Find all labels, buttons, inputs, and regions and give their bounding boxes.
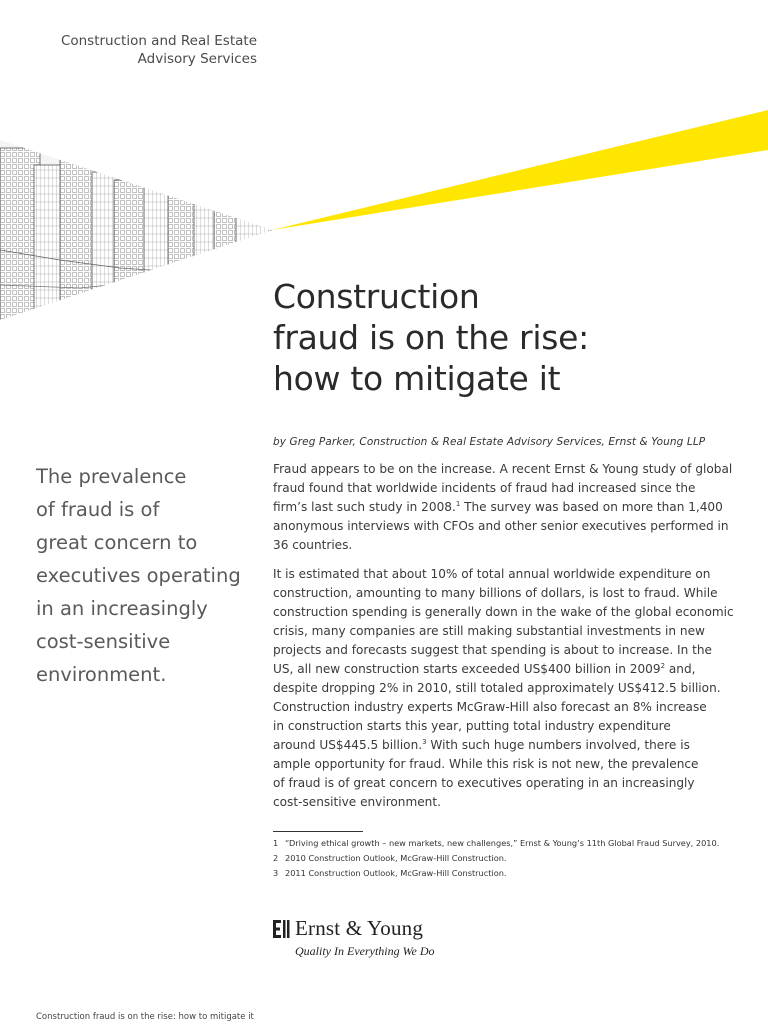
body-paragraph-2 [273,565,734,812]
body-line: firm’s last such study in 2008.$^1$ The survey was based on more than 1,400 [273,500,723,514]
pull-quote-line: cost-sensitive [36,630,171,653]
header-line-1: Construction and Real Estate [60,33,257,49]
pull-quote-line: The prevalence [36,465,187,488]
footnote-ref-3: 3 [422,738,427,746]
body-line: projects and forecasts suggest that spending is about to increase. In the [273,643,712,657]
body-line: cost-sensitive environment. [273,795,441,809]
body-line: of fraud is of great concern to executives operating in an increasingly [273,776,695,790]
footnote-divider [273,831,363,832]
body-line: It is estimated that about 10% of total annual worldwide expenditure on [273,567,711,581]
title-line-1: Construction [273,277,480,316]
body-line: crisis, many companies are still making substantial investments in new [273,624,705,638]
title-line-3: how to mitigate it [273,359,561,398]
body-line: construction, amounting to many billions of dollars, is lost to fraud. While [273,586,718,600]
body-line: 36 countries. [273,538,353,552]
footnote-item: 2 2010 Construction Outlook, McGraw-Hill Construction. [273,853,507,863]
ernst-young-logo [273,914,473,964]
body-line: around US$445.5 billion.$^3$ With such huge numbers involved, there is [273,738,690,752]
body-line: ample opportunity for fraud. While this risk is not new, the prevalence [273,757,699,771]
pull-quote-line: great concern to [36,531,198,554]
body-line: Fraud appears to be on the increase. A recent Ernst & Young study of global [273,462,733,476]
footnote-ref-2: 2 [660,662,666,670]
body-line: Construction industry experts McGraw-Hill also forecast an 8% increase [273,700,707,714]
logo-tagline: Quality In Everything We Do [295,944,435,958]
footnote-ref-1: 1 [455,500,461,508]
body-line: US, all new construction starts exceeded US$400 billion in 2009$^2$ and, [273,662,696,676]
yellow-beam-shape [272,110,768,230]
footnotes [273,836,743,881]
title-line-2: fraud is on the rise: [273,318,589,357]
pull-quote [36,460,264,691]
city-buildings-illustration [0,140,272,330]
footnote-item: 3 2011 Construction Outlook, McGraw-Hill Construction. [273,868,507,878]
author-byline: by Greg Parker, Construction & Real Estate Advisory Services, Ernst & Young LLP [273,436,706,448]
footnote-item: 1 “Driving ethical growth – new markets, new challenges,” Ernst & Young’s 11th Global Fraud Survey, 2010. [273,838,720,848]
body-line: despite dropping 2% in 2010, still totaled approximately US$412.5 billion. [273,681,721,695]
body-line: anonymous interviews with CFOs and other senior executives performed in [273,519,729,533]
body-line: construction spending is generally down in the wake of the global economic [273,605,734,619]
pull-quote-line: in an increasingly [36,597,208,620]
body-line: fraud found that worldwide incidents of fraud had increased since the [273,481,696,495]
header-line-2: Advisory Services [137,51,257,67]
header-department [0,32,257,68]
ey-mark-icon [273,918,291,940]
document-title [273,276,743,399]
pull-quote-line: of fraud is of [36,498,160,521]
pull-quote-line: executives operating [36,564,241,587]
article-body [273,460,734,822]
logo-wordmark: Ernst & Young [295,916,424,940]
page-footer: Construction fraud is on the rise: how to mitigate it [36,1012,254,1022]
body-paragraph-1 [273,460,733,555]
pull-quote-line: environment. [36,663,167,686]
body-line: in construction starts this year, putting total industry expenditure [273,719,671,733]
